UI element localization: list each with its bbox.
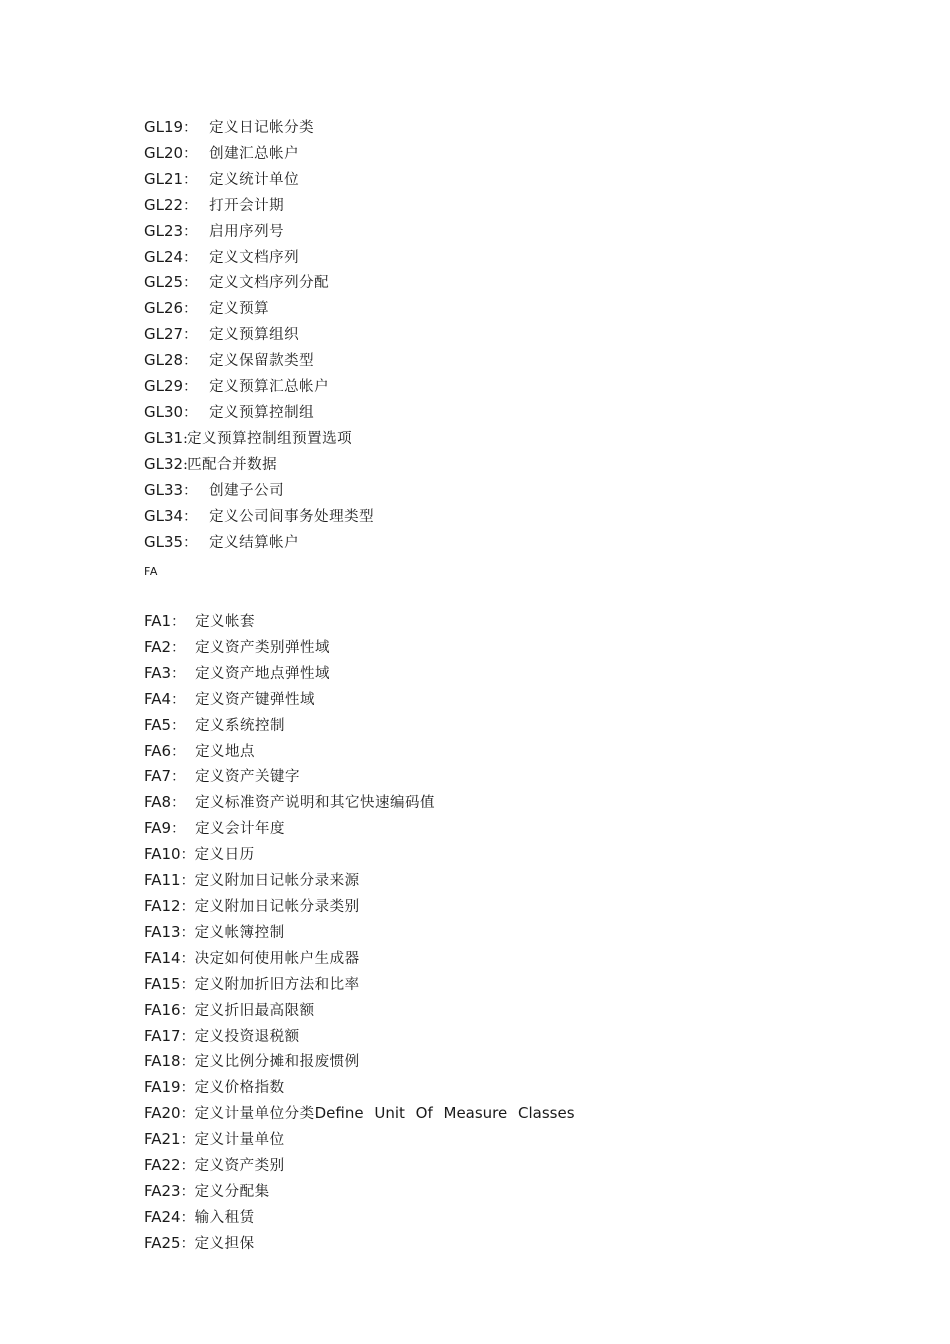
fa-item-code: FA5 xyxy=(144,715,172,734)
fa-item-description: 定义附加日记帐分录来源 xyxy=(194,873,360,890)
gl-item-code: GL33 xyxy=(144,480,184,499)
gl-item-description: 打开会计期 xyxy=(209,197,285,214)
fa-item-code: FA23 xyxy=(144,1181,181,1200)
fa-list-item xyxy=(144,764,575,790)
fa-list-item xyxy=(144,868,575,894)
fa-item-separator: ： xyxy=(180,976,195,993)
fa-item-description: 定义计量单位 xyxy=(194,1132,285,1149)
fa-item-separator: ： xyxy=(180,1132,195,1149)
fa-item-separator: ： xyxy=(171,821,186,838)
fa-item-code: FA13 xyxy=(144,922,181,941)
gl-list-item xyxy=(144,530,374,556)
fa-item-code: FA20 xyxy=(144,1104,181,1123)
fa-item-code: FA22 xyxy=(144,1156,181,1175)
fa-list-item xyxy=(144,790,575,816)
gl-item-code: GL32 xyxy=(144,454,184,473)
fa-item-separator: ： xyxy=(180,898,195,915)
fa-list-item xyxy=(144,661,575,687)
gl-item-separator: ： xyxy=(183,249,198,266)
fa-item-code: FA15 xyxy=(144,974,181,993)
gl-item-description: 定义预算汇总帐户 xyxy=(209,379,330,396)
gl-item-separator: ： xyxy=(183,171,198,188)
gl-item-code: GL22 xyxy=(144,195,184,214)
gl-item-description: 定义预算控制组 xyxy=(209,404,315,421)
fa-item-description: 定义日历 xyxy=(194,847,255,864)
gl-item-separator: ： xyxy=(183,379,198,396)
fa-item-code: FA25 xyxy=(144,1233,181,1252)
fa-item-separator: ： xyxy=(180,1235,195,1252)
gl-item-code: GL28 xyxy=(144,351,184,370)
gl-item-description: 定义保留款类型 xyxy=(209,353,315,370)
gl-item-separator: ： xyxy=(183,223,198,240)
gl-item-description: 启用序列号 xyxy=(209,223,285,240)
fa-item-separator: ： xyxy=(180,1054,195,1071)
gl-item-description: 定义文档序列 xyxy=(209,249,300,266)
gl-item-separator: ： xyxy=(183,508,198,525)
fa-item-description: 定义帐簿控制 xyxy=(194,924,285,941)
fa-list-item xyxy=(144,946,575,972)
fa-item-description: 定义资产关键字 xyxy=(195,769,301,786)
gl-item-description: 创建汇总帐户 xyxy=(209,145,300,162)
gl-item-separator: ： xyxy=(183,534,198,551)
fa-list-item xyxy=(144,816,575,842)
gl-list-item xyxy=(144,348,374,374)
fa-item-description: 定义附加日记帐分录类别 xyxy=(194,898,360,915)
gl-item-separator: : xyxy=(183,456,188,473)
fa-list-item xyxy=(144,1024,575,1050)
fa-item-separator: ： xyxy=(180,1028,195,1045)
gl-item-separator: ： xyxy=(183,197,198,214)
gl-item-description: 定义日记帐分类 xyxy=(209,120,315,136)
gl-item-description: 定义预算控制组预置选项 xyxy=(187,430,353,447)
fa-list-item xyxy=(144,609,575,635)
gl-item-code: GL19 xyxy=(144,118,184,136)
gl-item-description: 创建子公司 xyxy=(209,482,285,499)
fa-item-separator: ： xyxy=(171,769,186,786)
fa-item-description: 定义会计年度 xyxy=(195,821,286,838)
gl-list-item xyxy=(144,245,374,271)
fa-item-description: 定义地点 xyxy=(195,743,256,760)
gl-item-code: GL25 xyxy=(144,273,184,292)
fa-item-separator: ： xyxy=(180,924,195,941)
gl-item-separator: ： xyxy=(183,404,198,421)
fa-item-description: 定义标准资产说明和其它快速编码值 xyxy=(195,795,436,812)
fa-item-separator: ： xyxy=(180,1209,195,1226)
fa-item-separator: ： xyxy=(180,1002,195,1019)
fa-item-description: 定义资产地点弹性域 xyxy=(195,665,331,682)
gl-section-list xyxy=(144,115,374,555)
gl-list-item xyxy=(144,452,374,478)
fa-item-description: 定义分配集 xyxy=(194,1183,270,1200)
fa-list-item xyxy=(144,1049,575,1075)
fa-item-separator: ： xyxy=(180,1158,195,1175)
fa-list-item xyxy=(144,920,575,946)
gl-item-separator: ： xyxy=(183,482,198,499)
fa-item-separator: ： xyxy=(171,639,186,656)
fa-item-description: 定义折旧最高限额 xyxy=(194,1002,315,1019)
fa-item-description: 定义担保 xyxy=(194,1235,255,1252)
gl-item-separator: ： xyxy=(183,120,198,136)
gl-list-item xyxy=(144,426,374,452)
fa-section-heading: FA xyxy=(144,565,158,578)
fa-item-description: 定义资产类别 xyxy=(194,1158,285,1175)
fa-item-english-description: Define Unit Of Measure Classes xyxy=(314,1104,575,1123)
gl-list-item xyxy=(144,193,374,219)
fa-item-description: 定义计量单位分类 xyxy=(194,1106,315,1123)
fa-item-separator: ： xyxy=(171,665,186,682)
gl-item-code: GL26 xyxy=(144,299,184,318)
gl-item-code: GL21 xyxy=(144,169,184,188)
fa-list-item xyxy=(144,1127,575,1153)
gl-item-description: 定义公司间事务处理类型 xyxy=(209,508,375,525)
gl-list-item xyxy=(144,374,374,400)
fa-item-code: FA7 xyxy=(144,767,172,786)
gl-list-item xyxy=(144,219,374,245)
fa-item-description: 输入租赁 xyxy=(194,1209,255,1226)
fa-item-separator: ： xyxy=(171,717,186,734)
fa-item-code: FA4 xyxy=(144,689,172,708)
gl-list-item xyxy=(144,115,374,141)
fa-list-item xyxy=(144,1101,575,1127)
gl-item-separator: ： xyxy=(183,275,198,292)
fa-item-code: FA2 xyxy=(144,637,172,656)
fa-item-separator: ： xyxy=(180,950,195,967)
fa-item-separator: ： xyxy=(180,1080,195,1097)
fa-item-description: 定义价格指数 xyxy=(194,1080,285,1097)
fa-list-item xyxy=(144,1231,575,1257)
gl-item-code: GL20 xyxy=(144,143,184,162)
fa-item-description: 定义系统控制 xyxy=(195,717,286,734)
gl-item-separator: ： xyxy=(183,301,198,318)
fa-list-item xyxy=(144,972,575,998)
fa-list-item xyxy=(144,1179,575,1205)
fa-item-description: 定义附加折旧方法和比率 xyxy=(194,976,360,993)
gl-item-code: GL24 xyxy=(144,247,184,266)
fa-list-item xyxy=(144,998,575,1024)
gl-item-description: 定义预算 xyxy=(209,301,270,318)
gl-list-item xyxy=(144,141,374,167)
gl-item-code: GL35 xyxy=(144,532,184,551)
fa-item-code: FA6 xyxy=(144,741,172,760)
gl-list-item xyxy=(144,270,374,296)
fa-item-code: FA24 xyxy=(144,1207,181,1226)
fa-item-separator: ： xyxy=(180,873,195,890)
fa-list-item xyxy=(144,1153,575,1179)
gl-item-description: 定义结算帐户 xyxy=(209,534,300,551)
gl-list-item xyxy=(144,296,374,322)
fa-item-code: FA17 xyxy=(144,1026,181,1045)
gl-item-code: GL29 xyxy=(144,377,184,396)
gl-item-separator: : xyxy=(183,430,188,447)
fa-item-separator: ： xyxy=(171,743,186,760)
gl-list-item xyxy=(144,504,374,530)
fa-item-code: FA21 xyxy=(144,1130,181,1149)
gl-list-item xyxy=(144,478,374,504)
gl-item-description: 定义统计单位 xyxy=(209,171,300,188)
fa-item-code: FA8 xyxy=(144,793,172,812)
fa-list-item xyxy=(144,842,575,868)
gl-list-item xyxy=(144,167,374,193)
fa-list-item xyxy=(144,1075,575,1101)
fa-item-code: FA19 xyxy=(144,1078,181,1097)
fa-item-separator: ： xyxy=(171,691,186,708)
gl-item-description: 匹配合并数据 xyxy=(187,456,278,473)
gl-item-separator: ： xyxy=(183,327,198,344)
fa-item-separator: ： xyxy=(180,1183,195,1200)
gl-item-code: GL27 xyxy=(144,325,184,344)
gl-list-item xyxy=(144,400,374,426)
fa-item-code: FA1 xyxy=(144,612,172,630)
fa-list-item xyxy=(144,635,575,661)
fa-item-description: 定义比例分摊和报废惯例 xyxy=(194,1054,360,1071)
fa-item-code: FA9 xyxy=(144,819,172,838)
fa-list-item xyxy=(144,894,575,920)
fa-item-code: FA18 xyxy=(144,1052,181,1071)
gl-item-code: GL31 xyxy=(144,428,184,447)
gl-item-description: 定义预算组织 xyxy=(209,327,300,344)
fa-item-separator: ： xyxy=(180,847,195,864)
gl-item-code: GL30 xyxy=(144,402,184,421)
fa-item-code: FA14 xyxy=(144,948,181,967)
fa-item-code: FA12 xyxy=(144,896,181,915)
gl-list-item xyxy=(144,322,374,348)
fa-list-item xyxy=(144,739,575,765)
fa-item-code: FA11 xyxy=(144,871,181,890)
fa-item-code: FA3 xyxy=(144,663,172,682)
fa-item-description: 定义投资退税额 xyxy=(194,1028,300,1045)
fa-item-separator: ： xyxy=(171,795,186,812)
fa-item-code: FA10 xyxy=(144,845,181,864)
fa-list-item xyxy=(144,1205,575,1231)
gl-item-code: GL23 xyxy=(144,221,184,240)
fa-item-description: 定义帐套 xyxy=(195,614,256,630)
gl-item-description: 定义文档序列分配 xyxy=(209,275,330,292)
fa-item-description: 决定如何使用帐户生成器 xyxy=(194,950,360,967)
gl-item-separator: ： xyxy=(183,145,198,162)
fa-item-description: 定义资产键弹性域 xyxy=(195,691,316,708)
fa-item-code: FA16 xyxy=(144,1000,181,1019)
fa-item-description: 定义资产类别弹性域 xyxy=(195,639,331,656)
fa-item-separator: ： xyxy=(180,1106,195,1123)
fa-item-separator: ： xyxy=(171,614,186,630)
fa-list-item xyxy=(144,713,575,739)
gl-item-separator: ： xyxy=(183,353,198,370)
gl-item-code: GL34 xyxy=(144,506,184,525)
fa-list-item xyxy=(144,687,575,713)
fa-section-list xyxy=(144,609,575,1257)
